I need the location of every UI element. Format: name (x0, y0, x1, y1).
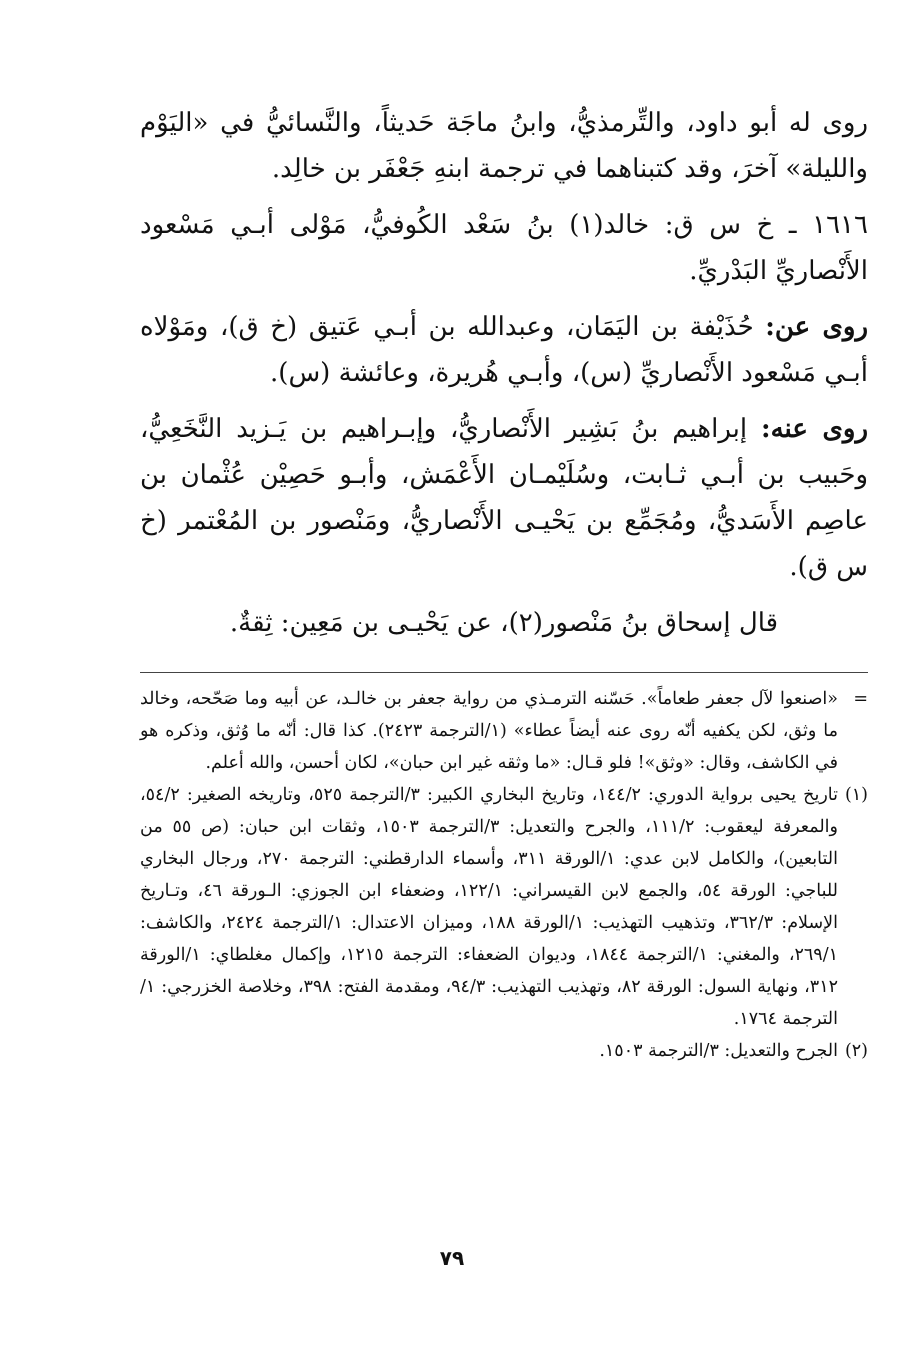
narrated-from-label: روى عن: (765, 312, 869, 342)
entry-heading: ١٦١٦ ـ خ س ق: خالد(١) بنُ سَعْد الكُوفيُّ، مَوْلى أبـي مَسْعود الأَنْصاريِّ البَدْريِّ. (140, 210, 868, 286)
narrated-by-label: روى عنه: (761, 414, 869, 444)
paragraph-intro: روى له أبو داود، والتِّرمذيُّ، وابنُ ماجَة حَديثاً، والنَّسائيُّ في «اليَوْم والليلة» آخرَ، وقد كتبناهما في ترجمة ابنهِ جَعْفَر بن خالِد. (140, 108, 868, 184)
footnote-divider (140, 672, 868, 673)
footnote-2 (140, 1035, 868, 1067)
footnote-marker: (١) (844, 785, 868, 805)
footnote-marker: (٢) (844, 1041, 868, 1061)
footnote-1 (140, 779, 868, 1035)
footnote-marker: = (853, 689, 868, 709)
verdict-line: قال إسحاق بنُ مَنْصور(٢)، عن يَحْيـى بن مَعِين: ثِقةٌ. (229, 608, 779, 638)
main-text (140, 100, 868, 646)
page-content (140, 100, 868, 1067)
narrated-by-text: إبراهيم بنُ بَشِير الأَنْصاريُّ، وإبـراهيم بن يَـزيد النَّخَعِيُّ، وحَبيب بن أبـي ثـابت، وسُلَيْمـان الأَعْمَش، وأبـو حَصِيْن عُثْمان بن عاصِم الأَسَديُّ، ومُجَمِّع بن يَحْيـى الأَنْصاريُّ، ومَنْصور بن المُعْتمر (خ س ق). (140, 414, 868, 582)
footnote-text: الجرح والتعديل: ٣/الترجمة ١٥٠٣. (599, 1041, 838, 1061)
page-number: ٧٩ (439, 1246, 465, 1270)
narrated-from-text: حُذَيْفة بن اليَمَان، وعبدالله بن أبـي عَتيق (خ ق)، ومَوْلاه أبـي مَسْعود الأَنْصاريِّ (س)، وأبـي هُريرة، وعائشة (س). (140, 312, 868, 388)
footnote-text: تاريخ يحيى برواية الدوري: ١٤٤/٢، وتاريخ البخاري الكبير: ٣/الترجمة ٥٢٥، وتاريخه الصغير: ٥٤/٢، والمعرفة ليعقوب: ١١١/٢، والجرح والتعديل: ٣/الترجمة ١٥٠٣، وثقات ابن حبان: (ص ٥٥ من التابعين)، والكامل لابن عدي: ١/الورقة ٣١١، وأسماء الدارقطني: الترجمة ٢٧٠، ورجال البخاري للباجي: الورقة ٥٤، والجمع لابن القيسراني: ١٢٢/١، وضعفاء ابن الجوزي: الـورقة ٤٦، وتـاريخ الإسلام: ٣٦٢/٣، وتذهيب التهذيب: ١/الورقة ١٨٨، وميزان الاعتدال: ١/الترجمة ٢٤٢٤، والكاشف: ٢٦٩/١، والمغني: ١/الترجمة ١٨٤٤، وديوان الضعفاء: الترجمة ١٢١٥، وإكمال مغلطاي: ١/الورقة ٣١٢، ونهاية السول: الورقة ٨٢، وتهذيب التهذيب: ٩٤/٣، ومقدمة الفتح: ٣٩٨، وخلاصة الخزرجي: ١/الترجمة ١٧٦٤. (140, 785, 838, 1029)
footnote-text: «اصنعوا لآل جعفر طعاماً». حَسّنه الترمـذي من رواية جعفر بن خالـد، عن أبيه وما صَحّحه، وخالد ما وثق، لكن يكفيه أنّه روى عنه أيضاً عطاء» (١/الترجمة ٢٤٢٣). كذا قال: أنّه ما وُثق، وذكره هو في الكاشف، وقال: «وثق»! فلو قـال: «ما وثقه غير ابن حبان»، لكان أحسن، والله أعلم. (140, 689, 838, 773)
narrated-by-paragraph (140, 406, 868, 590)
narrated-from-paragraph (140, 304, 868, 396)
footnote-continued (140, 683, 868, 779)
footnotes (140, 683, 868, 1067)
